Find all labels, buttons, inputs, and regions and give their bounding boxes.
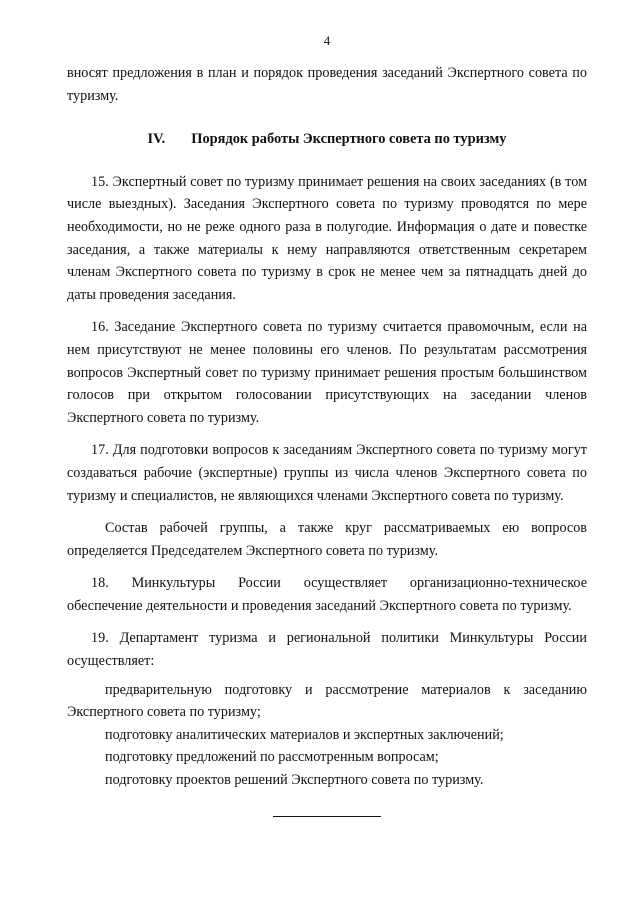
paragraph-17: 17. Для подготовки вопросов к заседаниям Экспертного совета по туризму могут создаваться рабочие (экспертные) группы из числа членов Экспертного совета по туризму и специалистов, не являющихся членами Экспертного совета по туризму.: [67, 442, 587, 504]
paragraph-17-composition: Состав рабочей группы, а также круг рассматриваемых ею вопросов определяется Председателем Экспертного совета по туризму.: [67, 520, 587, 559]
duty-item: подготовку проектов решений Экспертного совета по туризму.: [105, 772, 484, 789]
section-heading: [67, 128, 587, 151]
paragraph-16: 16. Заседание Экспертного совета по туризму считается правомочным, если на нем присутствуют не менее половины его членов. По результатам рассмотрения вопросов Экспертный совет по туризму принимает решения простым большинством голосов при открытом голосовании присутствующих на заседании членов Экспертного совета по туризму.: [67, 319, 587, 426]
duty-item: подготовку предложений по рассмотренным вопросам;: [105, 749, 439, 766]
intro-continuation: вносят предложения в план и порядок проведения заседаний Экспертного совета по туризму.: [67, 65, 587, 104]
duties-list: [67, 679, 587, 792]
paragraph-18: 18. Минкультуры России осуществляет организационно-техническое обеспечение деятельности и проведения заседаний Экспертного совета по туризму.: [67, 575, 587, 614]
duty-item: подготовку аналитических материалов и экспертных заключений;: [105, 726, 504, 743]
end-divider: [273, 816, 381, 817]
paragraph-15: 15. Экспертный совет по туризму принимает решения на своих заседаниях (в том числе выездных). Заседания Экспертного совета по туризму проводятся по мере необходимости, но не реже одного раза в полугодие. Информация о дате и повестке заседания, а также материалы к нему направляются ответственным секретарем членам Экспертного совета по туризму в срок не менее чем за пятнадцать дней до даты проведения заседания.: [67, 173, 587, 303]
duty-item: предварительную подготовку и рассмотрение материалов к заседанию Экспертного совета по туризму;: [67, 681, 587, 721]
paragraph-19: 19. Департамент туризма и региональной политики Минкультуры России осуществляет:: [67, 630, 587, 670]
section-number: IV.: [147, 131, 166, 148]
page-number: 4: [323, 33, 331, 48]
document-page: [67, 32, 587, 817]
section-title: Порядок работы Экспертного совета по туризму: [191, 131, 507, 148]
